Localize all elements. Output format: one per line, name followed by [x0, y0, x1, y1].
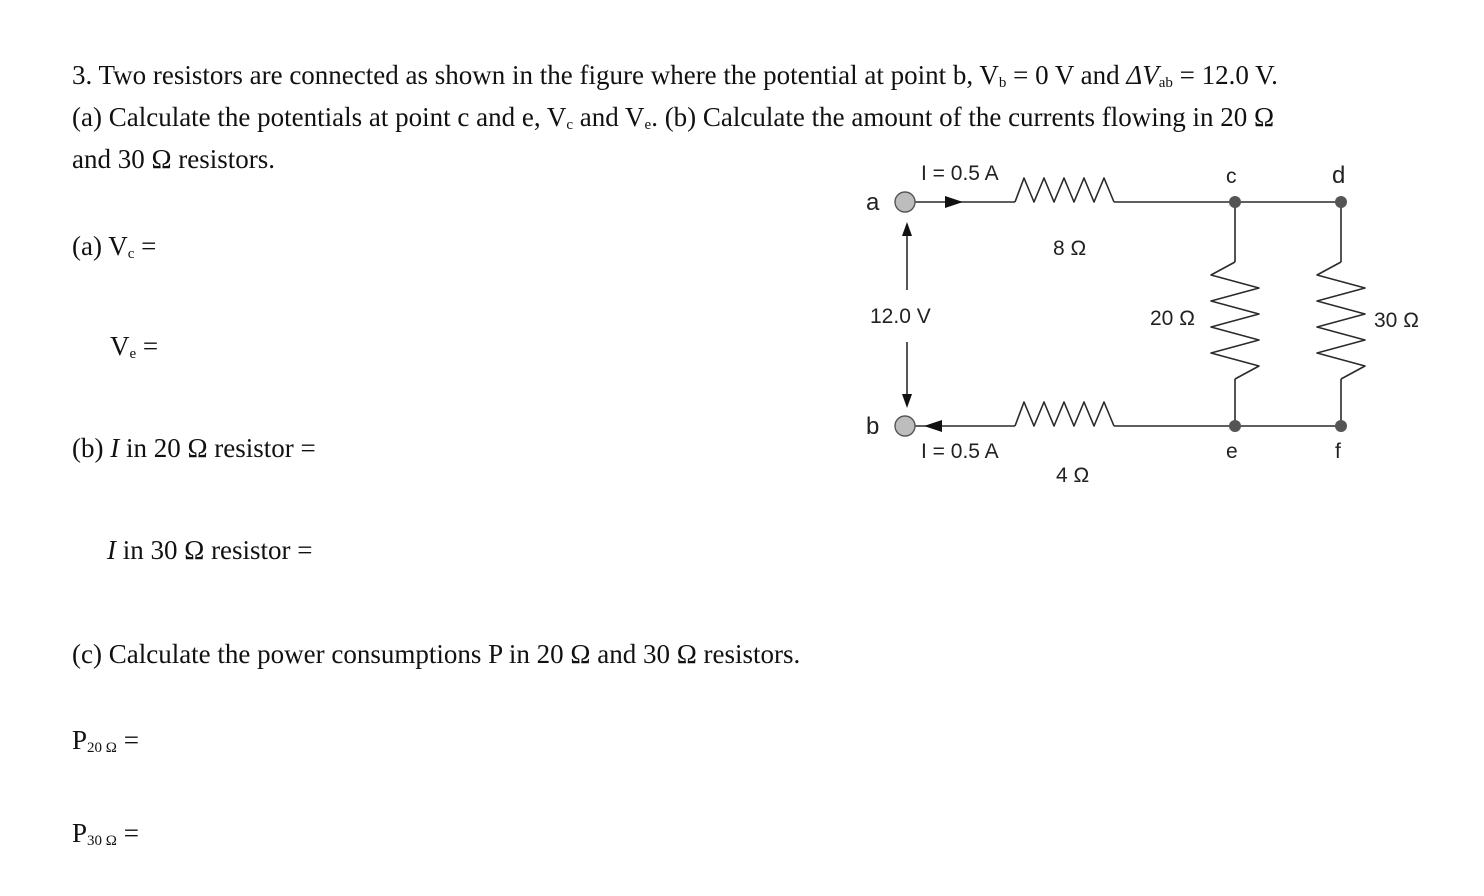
p20-equals: =	[116, 725, 139, 755]
ve-subscript: e	[129, 346, 137, 362]
label-f: f	[1335, 440, 1341, 463]
p30-equals: =	[116, 818, 139, 848]
i20-text: in 20 Ω resistor =	[119, 433, 316, 463]
voltage-arrow-down	[902, 394, 912, 408]
problem-line2-text-2: and V	[573, 102, 645, 132]
subscript-ab: ab	[1158, 75, 1173, 91]
problem-line1-text: Two resistors are connected as shown in the figure where the potential at point b, V	[98, 60, 999, 90]
part-c-question: (c) Calculate the power consumptions P in 20 Ω and 30 Ω resistors.	[72, 639, 801, 669]
ve-label: V	[110, 331, 130, 361]
p20-label: P	[72, 725, 88, 755]
label-a: a	[866, 189, 880, 216]
label-r-4: 4 Ω	[1056, 464, 1090, 487]
label-b: b	[866, 413, 880, 440]
node-f	[1335, 420, 1347, 432]
resistor-30-ohm	[1317, 262, 1365, 379]
vc-subscript: c	[127, 246, 135, 262]
vc-label: (a) V	[72, 231, 128, 261]
p20-subscript: 20 Ω	[87, 740, 117, 756]
node-e	[1229, 420, 1241, 432]
label-current-top: I = 0.5 A	[921, 162, 999, 185]
problem-line1-text-3: = 12.0 V.	[1172, 60, 1278, 90]
node-c	[1229, 196, 1241, 208]
problem-line3-text: and 30 Ω resistors.	[72, 144, 276, 174]
label-d: d	[1332, 162, 1346, 189]
resistor-8-ohm	[1015, 178, 1114, 202]
current-arrow-bottom	[924, 420, 942, 432]
problem-line2-text: (a) Calculate the potentials at point c and e, V	[72, 102, 567, 132]
i20-variable: I	[110, 433, 120, 463]
problem-line2-text-3: . (b) Calculate the amount of the currents flowing in 20 Ω	[651, 102, 1275, 132]
current-arrow-top	[945, 196, 963, 208]
label-r-8: 8 Ω	[1053, 237, 1087, 260]
subscript-e: e	[644, 117, 652, 133]
problem-line1-text-2: = 0 V and	[1006, 60, 1127, 90]
problem-number: 3.	[72, 60, 93, 90]
subscript-c: c	[566, 117, 574, 133]
label-current-bottom: I = 0.5 A	[921, 440, 999, 463]
delta-v: ΔV	[1126, 60, 1159, 90]
ve-equals: =	[136, 331, 159, 361]
p30-label: P	[72, 818, 88, 848]
i30-variable: I	[107, 535, 116, 565]
label-r-20: 20 Ω	[1150, 307, 1195, 330]
vc-equals: =	[134, 231, 157, 261]
label-e: e	[1226, 440, 1238, 463]
resistor-20-ohm	[1211, 262, 1259, 379]
label-c: c	[1226, 165, 1237, 188]
terminal-a	[895, 192, 915, 212]
i20-prefix: (b)	[72, 433, 111, 463]
resistor-4-ohm	[1015, 402, 1114, 426]
label-voltage: 12.0 V	[870, 305, 931, 328]
terminal-b	[895, 416, 915, 436]
node-d	[1335, 196, 1347, 208]
i30-text: in 30 Ω resistor =	[116, 535, 313, 565]
voltage-arrow-up	[902, 222, 912, 236]
p30-subscript: 30 Ω	[87, 833, 117, 849]
label-r-30: 30 Ω	[1374, 309, 1419, 332]
subscript-b: b	[998, 75, 1007, 91]
